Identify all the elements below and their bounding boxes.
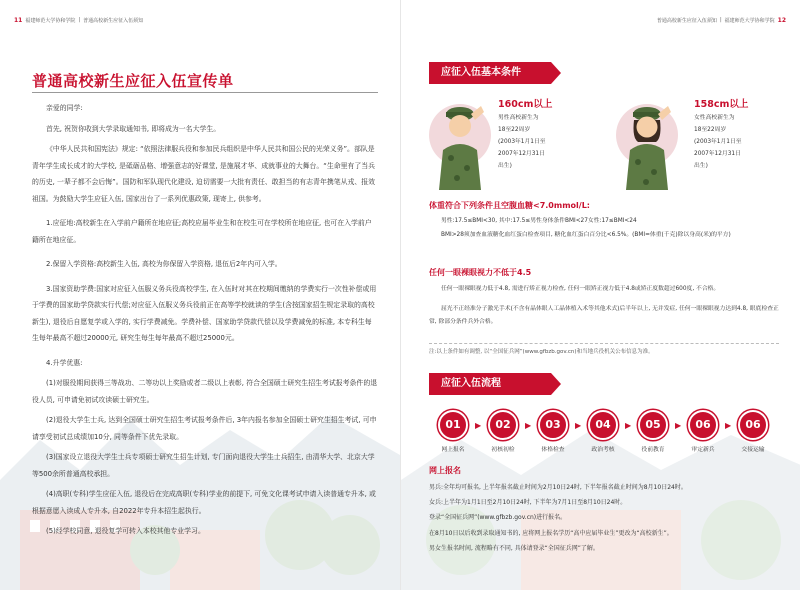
paragraph: (5)经学校同意, 退役复学可转入本校其他专业学习。 [46,527,205,535]
weight-heading: 体重符合下列条件且空腹血糖<7.0mmol/L: [429,201,591,210]
process-step: 05 役前教育 [631,410,675,453]
process-step: 06 交接运输 [731,410,775,453]
vision-heading: 任何一眼裸眼视力不低于4.5 [429,268,532,277]
paragraph: 首先, 祝贺你收到大学录取通知书, 即将成为一名大学生。 [46,124,221,133]
right-header-doc: 普通高校新生应征入伍须知 [656,17,717,24]
note-divider [429,343,779,344]
paragraph: (2)退役大学生士兵, 达到全国硕士研究生招生考试报考条件后, 3年内报名参加全国硕士研究生招生考试, 可申请享受初试总成绩加10分, 同等条件下优先录取。 [32,416,377,441]
paragraph: 2.保留入学资格:高校新生入伍, 高校为你保留入学资格, 退伍后2年内可入学。 [46,260,282,268]
male-soldier-illustration [429,92,491,190]
paragraph: 亲爱的同学: [46,104,83,112]
process-step: 06 审定新兵 [681,410,725,453]
male-conditions: 160cm以上 男性高校新生为 18至22周岁 (2003年1月1日至 2007年12月31日 出生) [498,98,608,172]
paragraph: (3)国家设立退役大学生士兵专项硕士研究生招生计划, 专门面向退役大学生士兵招生, 由清华大学、北京大学等500余所普通高校承担。 [32,453,375,478]
chevron-right-icon: ▶ [525,421,532,430]
online-registration-heading: 网上报名 [429,466,461,475]
chevron-right-icon: ▶ [675,421,682,430]
process-step: 01 网上报名 [431,410,475,453]
section-title-process: 应征入伍流程 [429,373,551,395]
right-page [400,0,800,590]
right-header: 普通高校新生应征入伍须知 | 福建师范大学协和学院 12 [656,16,786,24]
left-header: 11 福建师范大学协和学院 | 普通高校新生应征入伍须知 [14,16,144,24]
process-step: 02 初核初检 [481,410,525,453]
process-step: 03 体格检查 [531,410,575,453]
online-registration-info: 网上报名 男兵:全年均可报名, 上半年报名截止时间为2月10日24时, 下半年报名截止时间为8月10日24时。 女兵:上半年为1月1日至2月10日24时, 下半年为7月1日至8月10日24时。 登录“全国征兵网”(www.gfbzb.gov.cn)进行报名。 在8月10日以后收到录取通知书的, 应将网上报名学历“高中应届毕业生”更改为“高校新生”。 男女生报名时间, 流程略有不同, 具体请登录“全国征兵网”了解。 [429,464,779,556]
paragraph: 《中华人民共和国宪法》规定: “依照法律服兵役和参加民兵组织是中华人民共和国公民的光荣义务”。部队是青年学生成长成才的大学校, 是砥砺品格、增强意志的好课堂, 是施展才华、成就事业的大舞台。“生命里有了当兵的历史, 一辈子都不会后悔”。国防和军队现代化建设, 迫切需要一大批有责任、敢担当的有志青年携笔从戎、报效祖国。为鼓励大学生应征入伍, 国家出台了一系列优惠政策, 现寄上, 供参考。 [32,145,376,203]
left-page-number: 11 [14,16,23,24]
male-soldier-icon [429,92,491,190]
female-conditions: 158cm以上 女性高校新生为 18至22周岁 (2003年1月1日至 2007年12月31日 出生) [694,98,800,172]
weight-text: 男性:17.5≤BMI<30, 其中:17.5≤男性身体条件BMI<27女性:17≤BMI<24 BMI>28须加查血液糖化血红蛋白检查项目, 糖化血红蛋白百分比<6.5%。(BMI=体重(千克)除以身高(米)的平方) [441,218,731,238]
letter-body [32,100,378,544]
male-height: 160cm以上 [498,99,553,110]
chevron-right-icon: ▶ [475,421,482,430]
note-text: 注:以上条件如有调整, 以“全国征兵网”(www.gfbzb.gov.cn)和当地兵役机关公布信息为准。 [429,349,654,355]
page-title: 普通高校新生应征入伍宣传单 [32,72,234,90]
process-steps [431,410,776,453]
paragraph: (1)对服役期间获得三等战功、二等功以上奖励或者二级以上表彰, 符合全国硕士研究生招生考试报考条件的退役人员, 可申请免初试攻读硕士研究生。 [32,379,378,404]
female-height: 158cm以上 [694,99,749,110]
paragraph: 4.升学优惠: [46,358,83,367]
vision-text: 任何一眼裸眼视力低于4.8, 需进行矫正视力检查, 任何一眼矫正视力低于4.8或矫正度数超过600度, 不合格。 屈光不正经准分子激光手术(不含有晶体眼人工晶体植入术等其他术式)后半年以上, 无并发症, 任何一眼裸眼视力达到4.8, 眼底检查正常, 除部分条件兵外合格。 [429,286,779,325]
left-header-doc: 普通高校新生应征入伍须知 [83,17,144,24]
paragraph: (4)高职(专科)学生应征入伍, 退役后在完成高职(专科)学业的前提下, 可免文化课考试申请入读普通专升本, 或根据意愿入读成人专升本, 自2022年专升本招生起执行。 [32,490,376,515]
chevron-right-icon: ▶ [625,421,632,430]
left-header-school: 福建师范大学协和学院 [25,17,76,24]
section-title-conditions: 应征入伍基本条件 [429,62,551,84]
right-page-number: 12 [777,16,786,24]
title-divider [32,92,378,93]
chevron-right-icon: ▶ [725,421,732,430]
right-header-school: 福建师范大学协和学院 [724,17,775,24]
female-soldier-icon [616,92,678,190]
paragraph: 3.国家资助学费:国家对应征入伍服义务兵役高校学生, 在入伍时对其在校期间缴纳的学费实行一次性补偿或用于学费的国家助学贷款实行代偿;对应征入伍服义务兵役前正在高等学校就读的学生(含按国家招生规定录取的高校新生), 退役后自愿复学或入学的, 实行学费减免。学费补偿、国家助学贷款代偿以及学费减免的标准, 本专科生每生每年最高不超过20000元, 研究生每生每年最高不超过25000元。 [32,284,377,342]
process-step: 04 政治考核 [581,410,625,453]
paragraph: 1.应征地:高校新生在入学前户籍所在地应征;高校应届毕业生和在校生可在学校所在地应征, 也可在入学前户籍所在地应征。 [32,219,372,244]
female-soldier-illustration [616,92,678,190]
chevron-right-icon: ▶ [575,421,582,430]
